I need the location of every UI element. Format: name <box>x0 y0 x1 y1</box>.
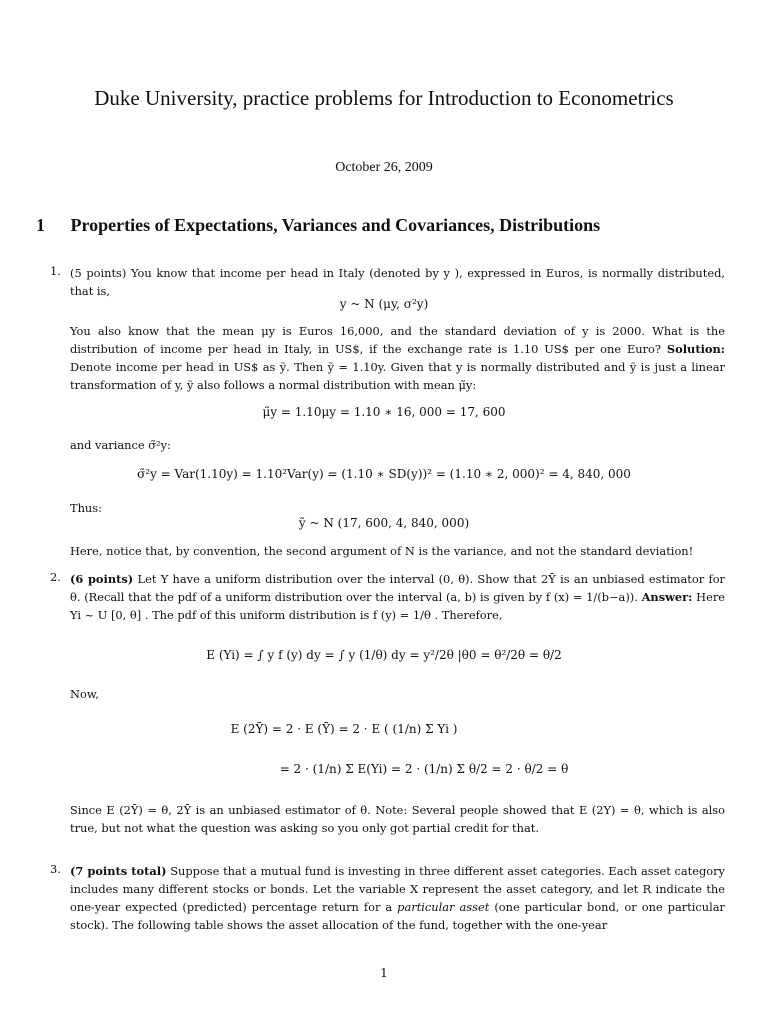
question-3-italic: particular asset <box>397 900 490 914</box>
question-1-text-e: Thus: <box>70 501 102 515</box>
section-number: 1 <box>36 215 45 235</box>
question-2-text-a: Let Y have a uniform distribution over the interval (0, θ). Show that 2Ȳ is an unbiased estimator for θ. (Recall that the pdf of a uniform distribution over the interval (a, b) is given by f (x) = 1/(b−a)). <box>70 572 726 604</box>
question-2-points: (6 points) <box>70 572 134 586</box>
question-1-number: 1. <box>50 264 61 278</box>
question-2-equation-2b: = 2 · (1/n) Σ E(Yi) = 2 · (1/n) Σ θ/2 = 2 · θ/2 = θ <box>279 762 569 776</box>
question-1-text-d: and variance σ̃²y: <box>70 438 171 452</box>
solution-label: Solution: <box>666 342 725 356</box>
question-1-equation-4: ỹ ~ N (17, 600, 4, 840, 000) <box>298 516 470 530</box>
question-1-equation-2: μ̃y = 1.10μy = 1.10 ∗ 16, 000 = 17, 600 <box>262 405 506 419</box>
question-2-text-c: Now, <box>70 687 99 701</box>
page-title: Duke University, practice problems for Introduction to Econometrics <box>94 86 674 110</box>
question-1-text-c: Denote income per head in US$ as ỹ. Then ỹ = 1.10y. Given that y is normally distributed and ỹ is just a linear transformation of y, ỹ also follows a normal distribution with mean μ̃y: <box>70 360 725 392</box>
question-3-text-a: Suppose that a mutual fund is investing in three different asset categories. Each asset category includes many different stocks or bonds. Let the variable X represent the asset category, and let R indicate the one-year expected (predicted) percentage return for a <box>70 864 725 914</box>
question-3-text-b: (one particular bond, or one particular stock). The following table shows the asset allocation of the fund, together with the one-year <box>70 900 725 932</box>
question-1-text-b: You also know that the mean μy is Euros 16,000, and the standard deviation of y is 2000. What is the distribution of income per head in Italy, in US$, if the exchange rate is 1.10 US$ per one Euro? <box>70 324 725 356</box>
question-1-intro: (5 points) You know that income per head in Italy (denoted by y ), expressed in Euros, is normally distributed, that is, <box>70 266 725 298</box>
question-1-equation-3: σ̃²y = Var(1.10y) = 1.10²Var(y) = (1.10 ∗ SD(y))² = (1.10 ∗ 2, 000)² = 4, 840, 000 <box>137 467 631 481</box>
question-2-text-d: Since E (2Ȳ) = θ, 2Ȳ is an unbiased estimator of θ. Note: Several people showed that E (2Y) = θ, which is also true, but not what the question was asking so you only got partial credit for that. <box>70 803 725 835</box>
question-1-equation-1: y ~ N (μy, σ²y) <box>339 297 429 311</box>
section-heading <box>36 215 736 236</box>
question-2-equation-1: E (Yi) = ∫ y f (y) dy = ∫ y (1/θ) dy = y²/2θ |θ0 = θ²/2θ = θ/2 <box>206 648 562 662</box>
question-3-body <box>70 862 725 934</box>
question-2-text-b: Here Yi ~ U [0, θ] . The pdf of this uniform distribution is f (y) = 1/θ . Therefore, <box>70 590 726 622</box>
document-date: October 26, 2009 <box>335 160 433 175</box>
question-2-number: 2. <box>50 570 61 584</box>
page-number: 1 <box>380 966 388 980</box>
question-3-number: 3. <box>50 862 61 876</box>
question-2-body <box>70 570 725 624</box>
question-1-text-f: Here, notice that, by convention, the second argument of N is the variance, and not the standard deviation! <box>70 544 694 558</box>
question-1-body <box>70 322 725 394</box>
question-3-points: (7 points total) <box>70 864 167 878</box>
question-2-equation-2a: E (2Ȳ) = 2 · E (Ȳ) = 2 · E ( (1/n) Σ Yi ) <box>230 722 458 736</box>
answer-label: Answer: <box>641 590 693 604</box>
section-title: Properties of Expectations, Variances and Covariances, Distributions <box>70 215 601 235</box>
